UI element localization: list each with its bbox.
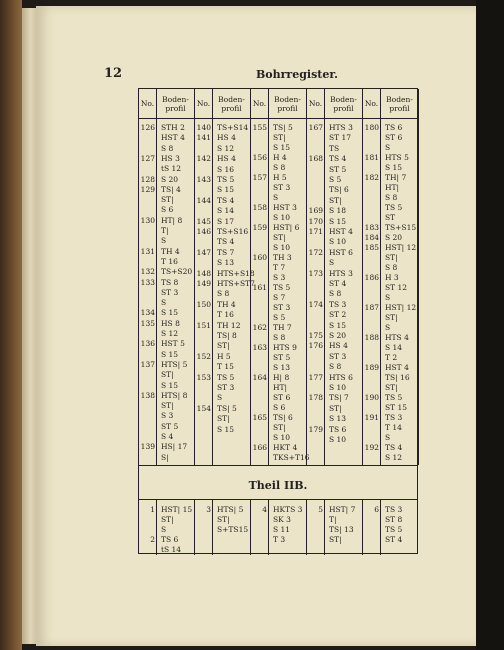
- bohrung-number: 152: [196, 351, 211, 361]
- bodenprofil-entry: HST| 7: [329, 505, 356, 514]
- bodenprofil-entry: TS 6: [161, 535, 179, 544]
- bodenprofil-entry: TS 6: [329, 424, 347, 434]
- bodenprofil-entry: H 5: [217, 351, 231, 361]
- book-spine: [0, 0, 22, 650]
- bodenprofil-entry: ST|: [385, 253, 398, 262]
- bohrung-number: 189: [364, 363, 379, 372]
- bodenprofil-entry: S 11: [273, 525, 291, 534]
- bodenprofil-entry: ST 8: [385, 515, 403, 524]
- header-no-4: No.: [307, 89, 325, 119]
- bodenprofil-entry: S: [161, 525, 167, 534]
- bodenprofil-entry: TH| 7: [385, 173, 407, 182]
- bodenprofil-entry: TS 3: [329, 299, 347, 309]
- bohrregister-table: [138, 88, 418, 554]
- bodenprofil-entry: T 16: [217, 310, 234, 320]
- bodenprofil-entry: ST|: [161, 370, 174, 380]
- bohrung-number: 146: [196, 227, 211, 236]
- bodenprofil-entry: S 10: [329, 435, 347, 444]
- header-no-5: No.: [363, 89, 381, 119]
- bodenprofil-entry: HST| 15: [161, 505, 193, 514]
- page-number: 12: [104, 66, 123, 81]
- bohrung-number: 130: [140, 215, 155, 225]
- bodenprofil-entry: S 13: [329, 414, 347, 424]
- bohrung-number: 145: [196, 216, 211, 226]
- page-title: Bohrregister.: [256, 68, 338, 81]
- bodenprofil-entry: ST: [385, 213, 396, 222]
- bodenprofil-entry: HS 8: [161, 318, 180, 328]
- bodenprofil-entry: S: [217, 393, 223, 403]
- bohrung-number: 176: [308, 341, 323, 351]
- bodenprofil-entry: HST 6: [329, 247, 353, 257]
- bodenprofil-entry: HTS 5: [385, 153, 409, 162]
- bodenprofil-entry: ST 2: [329, 310, 347, 320]
- bohrung-number: 135: [140, 318, 155, 328]
- bodenprofil-entry: S 8: [329, 362, 342, 372]
- bohrung-number: 2: [150, 535, 155, 544]
- bohrung-number: 168: [308, 154, 323, 164]
- bohrung-number: 174: [308, 299, 323, 309]
- bodenprofil-entry: ST 3: [217, 383, 235, 392]
- bohrung-number: 158: [252, 203, 267, 212]
- bohrung-number: 150: [196, 299, 211, 309]
- lower-divider-no: [212, 499, 213, 555]
- bodenprofil-entry: HTS 4: [385, 333, 409, 342]
- bohrung-number: 154: [196, 403, 211, 413]
- bohrung-number: 147: [196, 247, 211, 257]
- table-separator: [139, 465, 417, 466]
- lower-divider-no: [324, 499, 325, 555]
- header-bodenprofil-5: Boden-profil: [381, 89, 419, 119]
- bodenprofil-entry: TS+S16: [217, 227, 249, 236]
- column-no-1: [139, 119, 157, 465]
- bodenprofil-entry: HS| 17: [161, 442, 188, 452]
- bodenprofil-entry: S 12: [385, 453, 403, 462]
- bohrung-number: 3: [206, 505, 211, 514]
- bohrung-number: 170: [308, 216, 323, 226]
- bohrung-number: 142: [196, 154, 211, 164]
- bodenprofil-entry: S 15: [161, 380, 179, 390]
- bohrung-number: 163: [252, 343, 267, 352]
- bohrung-number: 171: [308, 227, 323, 236]
- bohrung-number: 169: [308, 206, 323, 216]
- bohrung-number: 191: [364, 413, 379, 422]
- bohrung-number: 137: [140, 359, 155, 369]
- bodenprofil-entry: ST 6: [273, 393, 291, 402]
- bodenprofil-entry: H 3: [385, 273, 399, 282]
- header-no-2: No.: [195, 89, 213, 119]
- bohrung-number: 133: [140, 277, 155, 287]
- bohrung-number: 157: [252, 173, 267, 182]
- bodenprofil-entry: H 4: [273, 153, 287, 162]
- bodenprofil-entry: S: [385, 323, 391, 332]
- bohrung-number: 161: [252, 283, 267, 292]
- bodenprofil-entry: ST 3: [273, 303, 291, 312]
- bohrung-number: 172: [308, 247, 323, 257]
- bodenprofil-entry: HTS 9: [273, 343, 297, 352]
- bodenprofil-entry: TS| 5: [273, 123, 293, 132]
- bodenprofil-entry: HST 4: [161, 133, 185, 143]
- bohrung-number: 185: [364, 243, 379, 252]
- bodenprofil-entry: TS| 8: [217, 331, 237, 340]
- bohrung-number: 141: [196, 133, 211, 143]
- bodenprofil-entry: ST 3: [329, 351, 347, 361]
- bodenprofil-entry: S 8: [329, 289, 342, 299]
- bodenprofil-entry: HS 4: [329, 341, 348, 351]
- bodenprofil-entry: TS+S15: [385, 223, 417, 232]
- column-no-4: [307, 119, 325, 465]
- bohrung-number: 132: [140, 267, 155, 277]
- bodenprofil-entry: ST|: [217, 414, 230, 424]
- bodenprofil-entry: S 3: [161, 411, 174, 421]
- bodenprofil-entry: HTS+ST7: [217, 279, 255, 288]
- bodenprofil-entry: HTS 3: [329, 123, 353, 132]
- bodenprofil-entry: TS 4: [217, 195, 235, 205]
- bodenprofil-entry: ST 12: [385, 283, 408, 292]
- bodenprofil-entry: H 5: [273, 173, 287, 182]
- bodenprofil-entry: T 7: [273, 263, 286, 272]
- bodenprofil-entry: HTS| 5: [217, 505, 244, 514]
- bodenprofil-entry: HST| 12: [385, 303, 417, 312]
- bodenprofil-entry: ST|: [273, 133, 286, 142]
- bodenprofil-entry: T|: [161, 226, 169, 236]
- bodenprofil-entry: TS 4: [385, 443, 403, 452]
- bodenprofil-entry: HST 4: [329, 227, 353, 236]
- bohrung-number: 6: [374, 505, 379, 514]
- bohrung-number: 167: [308, 123, 323, 132]
- bodenprofil-entry: HST 4: [385, 363, 409, 372]
- bodenprofil-entry: TS+S14: [217, 123, 249, 132]
- bodenprofil-entry: S 16: [217, 164, 235, 174]
- bohrung-number: 148: [196, 268, 211, 278]
- bodenprofil-entry: ST|: [273, 233, 286, 242]
- bohrung-number: 129: [140, 184, 155, 194]
- bodenprofil-entry: S 6: [273, 403, 286, 412]
- bodenprofil-entry: TS 5: [385, 393, 403, 402]
- bodenprofil-entry: HKT 4: [273, 443, 298, 452]
- bodenprofil-entry: T|: [329, 515, 337, 524]
- bohrung-number: 1: [150, 505, 155, 514]
- bodenprofil-entry: S 15: [161, 308, 179, 318]
- background-right: [476, 0, 504, 650]
- bodenprofil-entry: TH 4: [161, 246, 180, 256]
- bodenprofil-entry: TS 5: [217, 175, 235, 184]
- bodenprofil-entry: ST|: [329, 195, 342, 205]
- bodenprofil-entry: HST 5: [161, 339, 185, 349]
- bodenprofil-entry: ST 3: [273, 183, 291, 192]
- bodenprofil-entry: ST|: [217, 341, 230, 351]
- bodenprofil-entry: S 4: [161, 432, 174, 442]
- bodenprofil-entry: S 6: [161, 205, 174, 215]
- bodenprofil-entry: HST| 12: [385, 243, 417, 252]
- bodenprofil-entry: TS+S20: [161, 267, 193, 277]
- bodenprofil-entry: S 10: [273, 433, 291, 442]
- bodenprofil-entry: S: [385, 433, 391, 442]
- bodenprofil-entry: S: [161, 236, 167, 246]
- bodenprofil-entry: tS 14: [161, 545, 182, 554]
- lower-divider-no: [380, 499, 381, 555]
- bodenprofil-entry: ST|: [329, 403, 342, 413]
- bodenprofil-entry: S 8: [385, 263, 398, 272]
- bodenprofil-entry: ST 5: [161, 421, 179, 431]
- bodenprofil-entry: TS 5: [217, 372, 235, 382]
- bodenprofil-entry: S+TS15: [217, 525, 249, 534]
- bodenprofil-entry: HTS| 5: [161, 359, 188, 369]
- bohrung-number: 156: [252, 153, 267, 162]
- bodenprofil-entry: S 10: [329, 237, 347, 247]
- bohrung-number: 184: [364, 233, 379, 242]
- bodenprofil-entry: S: [329, 258, 335, 268]
- header-no-3: No.: [251, 89, 269, 119]
- bohrung-number: 139: [140, 442, 155, 452]
- bodenprofil-entry: S 10: [273, 213, 291, 222]
- bodenprofil-entry: S 8: [385, 193, 398, 202]
- bodenprofil-entry: TS| 6: [273, 413, 293, 422]
- bodenprofil-entry: TS 7: [217, 247, 235, 257]
- bodenprofil-entry: S 15: [161, 349, 179, 359]
- bodenprofil-entry: T 3: [273, 535, 286, 544]
- bodenprofil-entry: HTS 6: [329, 372, 353, 382]
- bodenprofil-entry: TS| 13: [329, 525, 354, 534]
- bohrung-number: 179: [308, 424, 323, 434]
- bohrung-number: 180: [364, 123, 379, 132]
- bohrung-number: 160: [252, 253, 267, 262]
- page-edge: [22, 8, 36, 644]
- bodenprofil-entry: S: [273, 193, 279, 202]
- bohrung-number: 149: [196, 279, 211, 288]
- bodenprofil-entry: TS 4: [217, 237, 235, 247]
- bodenprofil-entry: S 18: [329, 206, 347, 216]
- bodenprofil-entry: H| 8: [273, 373, 290, 382]
- bodenprofil-entry: S 8: [217, 289, 230, 299]
- bodenprofil-entry: ST 4: [385, 535, 403, 544]
- bodenprofil-entry: TS 4: [329, 154, 347, 164]
- column-no-2: [195, 119, 213, 465]
- bodenprofil-entry: S 15: [385, 163, 403, 172]
- bohrung-number: 143: [196, 175, 211, 184]
- bodenprofil-entry: TS| 16: [385, 373, 410, 382]
- bodenprofil-entry: HST 3: [273, 203, 297, 212]
- header-bodenprofil-2: Boden-profil: [213, 89, 251, 119]
- bohrung-number: 5: [318, 505, 323, 514]
- bohrung-number: 181: [364, 153, 379, 162]
- bodenprofil-entry: TS| 6: [329, 185, 349, 195]
- bodenprofil-entry: S 13: [273, 363, 291, 372]
- bodenprofil-entry: S 8: [273, 333, 286, 342]
- bohrung-number: 159: [252, 223, 267, 232]
- bodenprofil-entry: ST|: [329, 535, 342, 544]
- bodenprofil-entry: ST|: [385, 383, 398, 392]
- bohrung-number: 188: [364, 333, 379, 342]
- bohrung-number: 127: [140, 153, 155, 163]
- bohrung-number: 164: [252, 373, 267, 382]
- bohrung-number: 155: [252, 123, 267, 132]
- bodenprofil-entry: ST|: [217, 515, 230, 524]
- bodenprofil-entry: HT|: [273, 383, 288, 392]
- bohrung-number: 192: [364, 443, 379, 452]
- bodenprofil-entry: TH 12: [217, 320, 241, 330]
- bodenprofil-entry: ST|: [161, 515, 174, 524]
- bodenprofil-entry: HST| 6: [273, 223, 300, 232]
- bohrung-number: 175: [308, 331, 323, 340]
- bodenprofil-entry: S: [161, 298, 167, 308]
- bodenprofil-entry: TS 5: [273, 283, 291, 292]
- bohrung-number: 134: [140, 308, 155, 318]
- bodenprofil-entry: S|: [161, 452, 169, 462]
- bodenprofil-entry: S 8: [161, 143, 174, 153]
- bodenprofil-entry: S 15: [273, 143, 291, 152]
- bodenprofil-entry: TH 3: [273, 253, 292, 262]
- bodenprofil-entry: S 20: [161, 174, 179, 184]
- bodenprofil-entry: TS| 7: [329, 393, 349, 403]
- bodenprofil-entry: S 5: [329, 175, 342, 184]
- bodenprofil-entry: S 13: [217, 258, 235, 268]
- bodenprofil-entry: HS 3: [161, 153, 180, 163]
- bodenprofil-entry: S: [385, 143, 391, 152]
- bodenprofil-entry: T 15: [217, 362, 234, 372]
- lower-divider-no: [268, 499, 269, 555]
- bohrung-number: 131: [140, 246, 155, 256]
- bodenprofil-entry: S 15: [329, 216, 347, 226]
- bodenprofil-entry: S 10: [329, 383, 347, 392]
- bodenprofil-entry: S: [385, 293, 391, 302]
- bodenprofil-entry: S 14: [217, 206, 235, 216]
- bohrung-number: 187: [364, 303, 379, 312]
- bodenprofil-entry: HS 4: [217, 133, 236, 143]
- bodenprofil-entry: TS 3: [385, 505, 403, 514]
- bodenprofil-entry: S 14: [385, 343, 403, 352]
- bodenprofil-entry: TKS+T16: [273, 453, 310, 462]
- bodenprofil-entry: S 15: [217, 185, 235, 195]
- bodenprofil-entry: S 5: [273, 313, 286, 322]
- bohrung-number: 166: [252, 443, 267, 452]
- bodenprofil-entry: ST 6: [385, 133, 403, 142]
- bodenprofil-entry: S 7: [273, 293, 286, 302]
- bodenprofil-entry: TH 4: [217, 299, 236, 309]
- bodenprofil-entry: HS 4: [217, 154, 236, 164]
- bodenprofil-entry: ST|: [273, 423, 286, 432]
- bodenprofil-entry: T 14: [385, 423, 402, 432]
- bodenprofil-entry: TS 5: [385, 203, 403, 212]
- bodenprofil-entry: S 15: [329, 320, 347, 330]
- bodenprofil-entry: S 10: [273, 243, 291, 252]
- header-bodenprofil-4: Boden-profil: [325, 89, 363, 119]
- lower-divider-no: [156, 499, 157, 555]
- header-bodenprofil-3: Boden-profil: [269, 89, 307, 119]
- bohrung-number: 173: [308, 268, 323, 278]
- bodenprofil-entry: TS 5: [385, 525, 403, 534]
- bodenprofil-entry: ST 17: [329, 133, 352, 143]
- bodenprofil-entry: ST 4: [329, 279, 347, 288]
- bodenprofil-entry: S 12: [217, 143, 235, 153]
- bodenprofil-entry: HTS| 8: [161, 390, 188, 400]
- bodenprofil-entry: ST 5: [329, 164, 347, 174]
- bodenprofil-entry: tS 12: [161, 164, 182, 174]
- bodenprofil-entry: ST|: [385, 313, 398, 322]
- bodenprofil-entry: HKTS 3: [273, 505, 303, 514]
- bodenprofil-entry: HTS+S18: [217, 268, 255, 278]
- bodenprofil-entry: TH 7: [273, 323, 292, 332]
- bodenprofil-entry: ST|: [161, 195, 174, 205]
- bodenprofil-entry: S 8: [273, 163, 286, 172]
- bohrung-number: 165: [252, 413, 267, 422]
- bodenprofil-entry: HT| 8: [161, 215, 183, 225]
- bodenprofil-entry: S 12: [161, 329, 179, 339]
- bodenprofil-entry: TS 6: [385, 123, 403, 132]
- bohrung-number: 151: [196, 320, 211, 330]
- bohrung-number: 138: [140, 390, 155, 400]
- bodenprofil-entry: S 20: [385, 233, 403, 242]
- bohrung-number: 4: [262, 505, 267, 514]
- bohrung-number: 177: [308, 372, 323, 382]
- bodenprofil-entry: STH 2: [161, 123, 185, 132]
- bodenprofil-entry: S 20: [329, 331, 347, 340]
- bodenprofil-entry: HT|: [385, 183, 400, 192]
- header-bodenprofil-1: Boden-profil: [157, 89, 195, 119]
- bohrung-number: 186: [364, 273, 379, 282]
- bodenprofil-entry: T 2: [385, 353, 398, 362]
- bohrung-number: 182: [364, 173, 379, 182]
- bodenprofil-entry: S 17: [217, 216, 235, 226]
- bohrung-number: 162: [252, 323, 267, 332]
- bodenprofil-entry: TS: [329, 143, 340, 153]
- bohrung-number: 178: [308, 393, 323, 403]
- bodenprofil-entry: ST 5: [273, 353, 291, 362]
- bodenprofil-entry: SK 3: [273, 515, 291, 524]
- bohrung-number: 126: [140, 123, 155, 132]
- bodenprofil-entry: ST|: [161, 401, 174, 411]
- header-no-1: No.: [139, 89, 157, 119]
- bodenprofil-entry: ST 3: [161, 287, 179, 297]
- bohrung-number: 190: [364, 393, 379, 402]
- bohrung-number: 144: [196, 195, 211, 205]
- bodenprofil-entry: S 3: [273, 273, 286, 282]
- table-separator-lower: [139, 499, 417, 500]
- bodenprofil-entry: T 16: [161, 256, 178, 266]
- bohrung-number: 136: [140, 339, 155, 349]
- section-title: Theil IIB.: [248, 479, 308, 492]
- bodenprofil-entry: TS 8: [161, 277, 179, 287]
- bodenprofil-entry: S 15: [217, 424, 235, 434]
- bodenprofil-entry: TS| 5: [217, 403, 237, 413]
- bohrung-number: 153: [196, 372, 211, 382]
- bohrung-number: 183: [364, 223, 379, 232]
- bodenprofil-entry: ST 15: [385, 403, 408, 412]
- bodenprofil-entry: TS 3: [385, 413, 403, 422]
- bodenprofil-entry: TS| 4: [161, 184, 181, 194]
- bohrung-number: 128: [140, 174, 155, 184]
- bohrung-number: 140: [196, 123, 211, 132]
- bodenprofil-entry: HTS 3: [329, 268, 353, 278]
